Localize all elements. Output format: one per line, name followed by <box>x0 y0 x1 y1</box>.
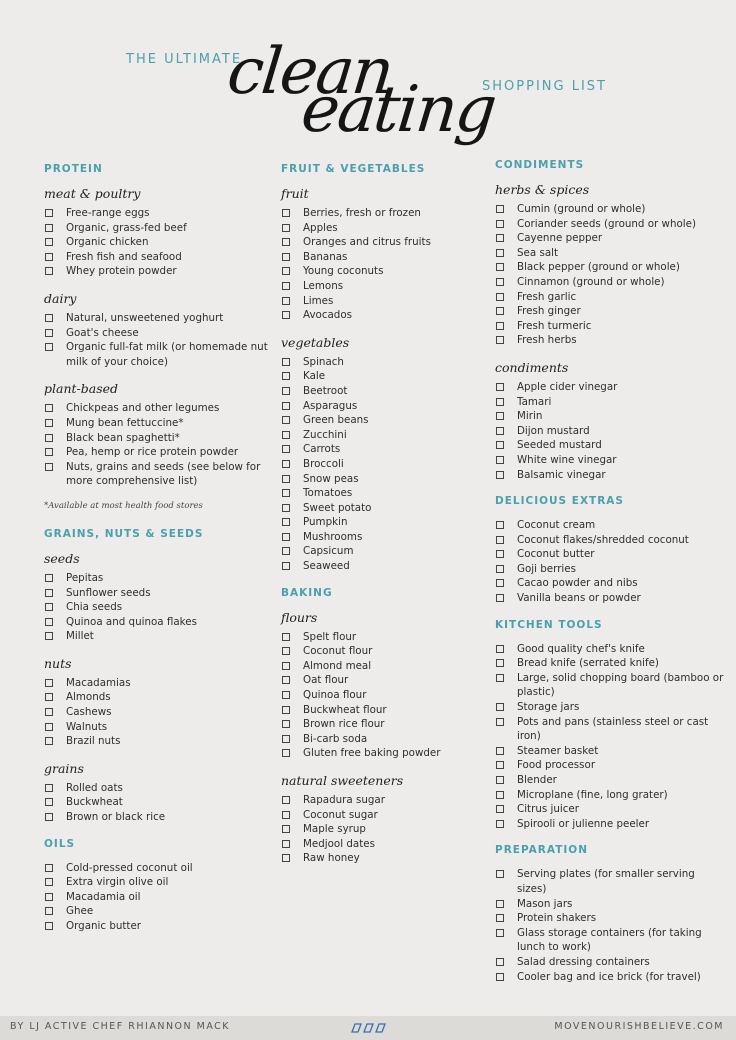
checklist-item[interactable]: Nuts, grains and seeds (see below for more comprehensive list) <box>44 460 269 489</box>
checklist <box>281 355 481 574</box>
checklist-item[interactable]: Brazil nuts <box>44 734 269 749</box>
checklist-item[interactable]: Lemons <box>281 279 481 294</box>
checklist <box>44 311 269 369</box>
sub-title: natural sweeteners <box>281 773 404 788</box>
checklist-item[interactable]: Limes <box>281 294 481 309</box>
section-extras <box>495 494 727 606</box>
checklist-item[interactable]: Cinnamon (ground or whole) <box>495 275 727 290</box>
checklist-item[interactable]: Mushrooms <box>281 530 481 545</box>
section-preparation <box>495 843 727 984</box>
checklist-item[interactable]: Kale <box>281 369 481 384</box>
checklist-item[interactable]: Oat flour <box>281 673 481 688</box>
checklist-item[interactable]: Sunflower seeds <box>44 586 269 601</box>
checklist-item[interactable]: Maple syrup <box>281 822 481 837</box>
checklist-item[interactable]: Brown rice flour <box>281 717 481 732</box>
section-baking <box>281 586 481 866</box>
checklist-item[interactable]: Buckwheat flour <box>281 703 481 718</box>
section-title: KITCHEN TOOLS <box>495 618 603 631</box>
checklist-item[interactable]: Cumin (ground or whole) <box>495 202 727 217</box>
section-condiments <box>495 158 727 482</box>
section-title: CONDIMENTS <box>495 159 585 171</box>
checklist-item[interactable]: Mung bean fettuccine* <box>44 416 269 431</box>
checklist <box>495 202 727 348</box>
checklist-item[interactable]: Pea, hemp or rice protein powder <box>44 445 269 460</box>
footer-website: MOVENOURISHBELIEVE.COM <box>554 1021 724 1032</box>
checklist-item[interactable]: Sea salt <box>495 246 727 261</box>
post-title: SHOPPING LIST <box>482 79 607 94</box>
checklist <box>281 206 481 323</box>
checklist-item[interactable]: Oranges and citrus fruits <box>281 235 481 250</box>
checklist-item[interactable]: Ghee <box>44 904 269 919</box>
checklist-item[interactable]: Seeded mustard <box>495 438 727 453</box>
sub-title: herbs & spices <box>495 182 590 197</box>
footer <box>0 1016 736 1040</box>
checklist-item[interactable]: Cooler bag and ice brick (for travel) <box>495 970 727 985</box>
section-kitchen-tools <box>495 618 727 832</box>
checklist-item[interactable]: Fresh ginger <box>495 304 727 319</box>
checklist-item[interactable]: Pepitas <box>44 571 269 586</box>
sub-title: plant-based <box>44 381 119 397</box>
checklist <box>44 781 269 825</box>
sub-title: seeds <box>44 550 80 566</box>
section-fruit-vegetables <box>281 162 481 574</box>
checklist-item[interactable]: Apple cider vinegar <box>495 380 727 395</box>
checklist-item[interactable]: Avocados <box>281 308 481 323</box>
checklist-item[interactable]: Mirin <box>495 409 727 424</box>
footnote: *Available at most health food stores <box>44 500 203 511</box>
checklist-item[interactable]: Bread knife (serrated knife) <box>495 656 727 671</box>
checklist <box>44 206 269 279</box>
checklist-item[interactable]: Coriander seeds (ground or whole) <box>495 217 727 232</box>
checklist-item[interactable]: Blender <box>495 773 727 788</box>
checklist-item[interactable]: Organic full-fat milk (or homemade nut milk of your choice) <box>44 340 269 369</box>
checklist-item[interactable]: Coconut sugar <box>281 808 481 823</box>
checklist-item[interactable]: Mason jars <box>495 897 727 912</box>
checklist-item[interactable]: Rapadura sugar <box>281 793 481 808</box>
checklist <box>281 630 481 761</box>
checklist-item[interactable]: Coconut flour <box>281 644 481 659</box>
checklist-item[interactable]: Seaweed <box>281 559 481 574</box>
column-1 <box>44 162 269 946</box>
section-title: GRAINS, NUTS & SEEDS <box>44 527 204 540</box>
checklist-item[interactable]: Carrots <box>281 442 481 457</box>
checklist-item[interactable]: Tomatoes <box>281 486 481 501</box>
checklist-item[interactable]: Large, solid chopping board (bamboo or plastic) <box>495 671 727 700</box>
checklist-item[interactable]: Tamari <box>495 395 727 410</box>
checklist-item[interactable]: Berries, fresh or frozen <box>281 206 481 221</box>
checklist-item[interactable]: Steamer basket <box>495 744 727 759</box>
section-title: OILS <box>44 837 76 850</box>
checklist-item[interactable]: Almond meal <box>281 659 481 674</box>
checklist-item[interactable]: Natural, unsweetened yoghurt <box>44 311 269 326</box>
checklist-item[interactable]: Microplane (fine, long grater) <box>495 788 727 803</box>
checklist-item[interactable]: Bananas <box>281 250 481 265</box>
sub-title: condiments <box>495 359 569 375</box>
checklist <box>44 676 269 749</box>
checklist-item[interactable]: Organic butter <box>44 919 269 934</box>
checklist-item[interactable]: Bi-carb soda <box>281 732 481 747</box>
sub-title: vegetables <box>281 334 350 350</box>
checklist-item[interactable]: Macadamia oil <box>44 890 269 905</box>
checklist-item[interactable]: Millet <box>44 629 269 644</box>
checklist-item[interactable]: Food processor <box>495 758 727 773</box>
script-word-eating: eating <box>298 73 499 147</box>
checklist <box>495 867 727 984</box>
checklist-item[interactable]: Quinoa flour <box>281 688 481 703</box>
checklist-item[interactable]: Protein shakers <box>495 911 727 926</box>
sub-title: flours <box>281 609 318 625</box>
sub-title: nuts <box>44 655 72 671</box>
checklist-item[interactable]: Black pepper (ground or whole) <box>495 260 727 275</box>
checklist-item[interactable]: Good quality chef's knife <box>495 642 727 657</box>
section-title: DELICIOUS EXTRAS <box>495 495 624 508</box>
checklist-item[interactable]: Balsamic vinegar <box>495 468 727 483</box>
checklist <box>495 518 727 606</box>
checklist-item[interactable]: Cashews <box>44 705 269 720</box>
checklist-item[interactable]: Coconut cream <box>495 518 727 533</box>
checklist-item[interactable]: Vanilla beans or powder <box>495 591 727 606</box>
checklist-item[interactable]: Snow peas <box>281 472 481 487</box>
checklist-item[interactable]: Goji berries <box>495 562 727 577</box>
section-grains <box>44 527 269 825</box>
checklist-item[interactable]: Young coconuts <box>281 264 481 279</box>
checklist-item[interactable]: Extra virgin olive oil <box>44 875 269 890</box>
checklist-item[interactable]: Fresh fish and seafood <box>44 250 269 265</box>
section-oils <box>44 837 269 934</box>
checklist-item[interactable]: Raw honey <box>281 851 481 866</box>
checklist-item[interactable]: Storage jars <box>495 700 727 715</box>
checklist-item[interactable]: Gluten free baking powder <box>281 746 481 761</box>
checklist-item[interactable]: Pumpkin <box>281 515 481 530</box>
checklist-item[interactable]: Brown or black rice <box>44 810 269 825</box>
checklist-item[interactable]: Glass storage containers (for taking lunch to work) <box>495 926 727 955</box>
checklist-item[interactable]: Pots and pans (stainless steel or cast iron) <box>495 715 727 744</box>
checklist-item[interactable]: Cacao powder and nibs <box>495 576 727 591</box>
column-2 <box>281 162 481 878</box>
checklist-item[interactable]: Spelt flour <box>281 630 481 645</box>
script-title <box>224 18 518 158</box>
checklist-item[interactable]: Fresh turmeric <box>495 319 727 334</box>
checklist <box>281 793 481 866</box>
checklist-item[interactable]: Quinoa and quinoa flakes <box>44 615 269 630</box>
section-title: FRUIT & VEGETABLES <box>281 163 426 175</box>
checklist <box>495 380 727 482</box>
checklist-item[interactable]: Chickpeas and other legumes <box>44 401 269 416</box>
checklist-item[interactable]: Dijon mustard <box>495 424 727 439</box>
checklist-item[interactable]: Zucchini <box>281 428 481 443</box>
checklist <box>44 571 269 644</box>
checklist-item[interactable]: Salad dressing containers <box>495 955 727 970</box>
checklist-item[interactable]: Organic, grass-fed beef <box>44 221 269 236</box>
checklist-item[interactable]: Organic chicken <box>44 235 269 250</box>
footer-credit: BY LJ ACTIVE CHEF RHIANNON MACK <box>10 1021 231 1032</box>
checklist-item[interactable]: Citrus juicer <box>495 802 727 817</box>
checklist-item[interactable]: Black bean spaghetti* <box>44 431 269 446</box>
checklist-item[interactable]: Almonds <box>44 690 269 705</box>
checklist-item[interactable]: Fresh herbs <box>495 333 727 348</box>
checklist <box>495 642 727 832</box>
checklist-item[interactable]: Chia seeds <box>44 600 269 615</box>
checklist-item[interactable]: Whey protein powder <box>44 264 269 279</box>
checklist-item[interactable]: Cayenne pepper <box>495 231 727 246</box>
section-title: PROTEIN <box>44 163 103 175</box>
checklist-item[interactable]: White wine vinegar <box>495 453 727 468</box>
checklist-item[interactable]: Capsicum <box>281 544 481 559</box>
checklist-item[interactable]: Buckwheat <box>44 795 269 810</box>
pre-title: THE ULTIMATE <box>126 52 243 67</box>
checklist-item[interactable]: Sweet potato <box>281 501 481 516</box>
sub-title: meat & poultry <box>44 186 141 201</box>
checklist-item[interactable]: Walnuts <box>44 720 269 735</box>
checklist-item[interactable]: Rolled oats <box>44 781 269 796</box>
checklist-item[interactable]: Green beans <box>281 413 481 428</box>
checklist-item[interactable]: Serving plates (for smaller serving sizes) <box>495 867 727 896</box>
checklist-item[interactable]: Spinach <box>281 355 481 370</box>
checklist-item[interactable]: Spirooli or julienne peeler <box>495 817 727 832</box>
sub-title: fruit <box>281 186 309 201</box>
checklist-item[interactable]: Cold-pressed coconut oil <box>44 861 269 876</box>
column-3 <box>495 158 727 996</box>
checklist <box>44 861 269 934</box>
checklist-item[interactable]: Macadamias <box>44 676 269 691</box>
checklist-item[interactable]: Apples <box>281 221 481 236</box>
checklist-item[interactable]: Beetroot <box>281 384 481 399</box>
checklist-item[interactable]: Free-range eggs <box>44 206 269 221</box>
header <box>0 0 736 150</box>
checklist-item[interactable]: Medjool dates <box>281 837 481 852</box>
sub-title: grains <box>44 760 84 776</box>
sub-title: dairy <box>44 290 77 306</box>
checklist-item[interactable]: Goat's cheese <box>44 326 269 341</box>
script-word-clean: clean <box>224 35 396 109</box>
brand-logo-icon <box>350 1023 386 1033</box>
checklist-item[interactable]: Fresh garlic <box>495 290 727 305</box>
checklist-item[interactable]: Asparagus <box>281 399 481 414</box>
checklist <box>44 401 269 489</box>
checklist-item[interactable]: Coconut flakes/shredded coconut <box>495 533 727 548</box>
section-title: BAKING <box>281 586 333 599</box>
checklist-item[interactable]: Coconut butter <box>495 547 727 562</box>
checklist-item[interactable]: Broccoli <box>281 457 481 472</box>
section-title: PREPARATION <box>495 844 588 857</box>
section-protein <box>44 162 269 511</box>
